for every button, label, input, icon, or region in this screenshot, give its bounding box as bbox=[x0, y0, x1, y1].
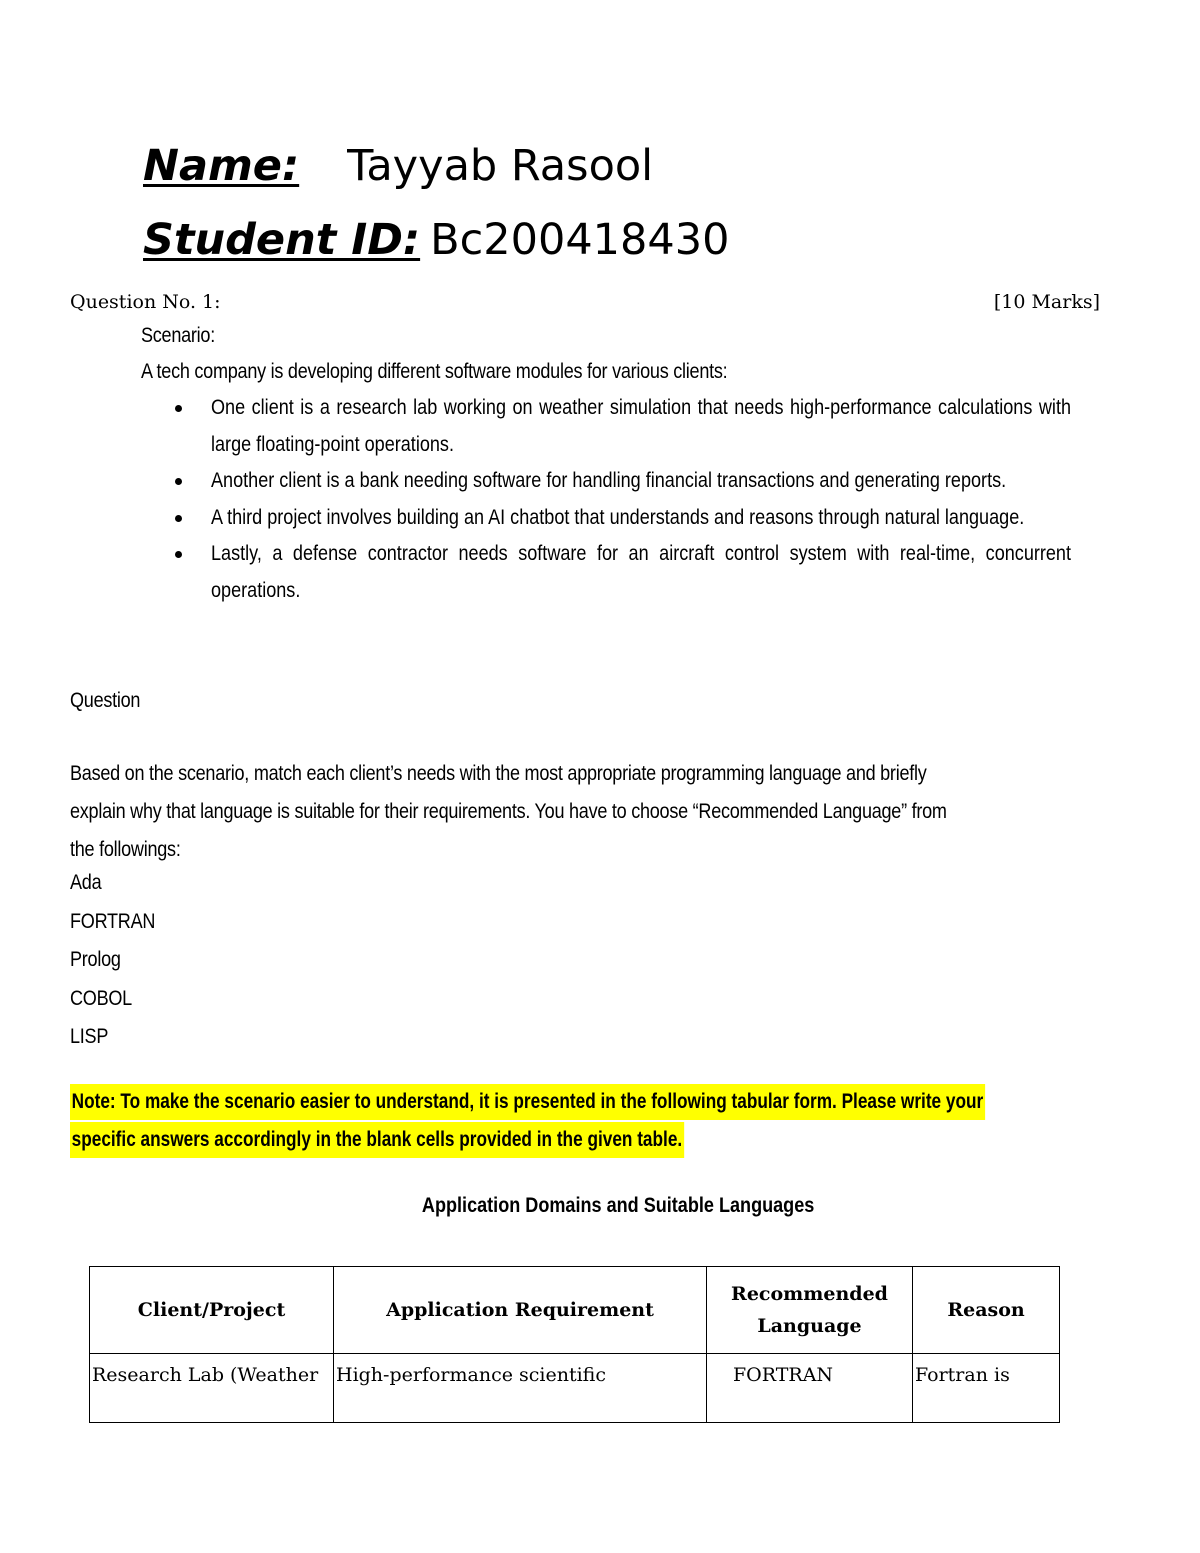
bullet-text: A third project involves building an AI chatbot that understands and reasons through natural language. bbox=[211, 505, 1025, 529]
scenario-intro-line bbox=[141, 354, 823, 392]
scenario-label-line bbox=[141, 318, 227, 356]
language-option: FORTRAN bbox=[70, 909, 156, 933]
header-application-requirement: Application Requirement bbox=[334, 1267, 707, 1354]
language-option: LISP bbox=[70, 1025, 109, 1048]
prompt-line: explain why that language is suitable for their requirements. You have to choose “Recommended Language” from bbox=[70, 800, 947, 823]
table-title: Application Domains and Suitable Languages bbox=[421, 1194, 815, 1217]
bullet-item bbox=[175, 500, 1060, 537]
language-option: Prolog bbox=[70, 948, 121, 971]
answer-table bbox=[89, 1266, 1060, 1423]
student-id-value: Bc200418430 bbox=[430, 215, 730, 265]
note-line: specific answers accordingly in the blank cells provided in the given table. bbox=[70, 1122, 684, 1158]
header-reason: Reason bbox=[913, 1267, 1060, 1354]
bullet-dot-icon bbox=[175, 551, 182, 558]
client-bullet-list bbox=[175, 390, 1071, 609]
bullet-item bbox=[175, 463, 1060, 500]
scenario-label: Scenario: bbox=[141, 324, 215, 347]
name-value: Tayyab Rasool bbox=[347, 141, 654, 191]
header-recommended-line: Recommended bbox=[731, 1283, 888, 1305]
bullet-item bbox=[175, 390, 1071, 463]
prompt-line: Based on the scenario, match each client’s needs with the most appropriate programming language and briefly bbox=[70, 762, 927, 785]
bullet-dot-icon bbox=[175, 405, 182, 412]
cell-reason[interactable]: Fortran is bbox=[913, 1354, 1060, 1423]
student-id-line bbox=[143, 214, 729, 266]
prompt-line: the followings: bbox=[70, 838, 181, 861]
header-client-project: Client/Project bbox=[90, 1267, 334, 1354]
language-option: COBOL bbox=[70, 986, 132, 1010]
question-number-label: Question No. 1: bbox=[70, 291, 221, 313]
bullet-item bbox=[175, 536, 1071, 609]
bullet-dot-icon bbox=[175, 478, 182, 485]
bullet-text: Lastly, a defense contractor needs software for an aircraft control system with real-time, concurrent operations. bbox=[211, 542, 1071, 602]
question-prompt bbox=[70, 756, 1200, 870]
bullet-dot-icon bbox=[175, 515, 182, 522]
name-line bbox=[143, 140, 653, 192]
question-label-line bbox=[70, 683, 152, 721]
question-label: Question bbox=[70, 689, 141, 712]
header-language-line: Language bbox=[757, 1315, 862, 1337]
highlighted-note bbox=[70, 1084, 1186, 1160]
name-label: Name: bbox=[143, 141, 300, 191]
table-row bbox=[90, 1354, 1060, 1423]
note-line: Note: To make the scenario easier to understand, it is presented in the following tabular form. Please write your bbox=[70, 1084, 985, 1120]
table-header-row bbox=[90, 1267, 1060, 1354]
cell-client[interactable]: Research Lab (Weather bbox=[90, 1354, 334, 1423]
scenario-intro: A tech company is developing different software modules for various clients: bbox=[141, 360, 728, 383]
student-id-label: Student ID: bbox=[143, 215, 421, 265]
header-recommended-language bbox=[707, 1267, 913, 1354]
language-options-list bbox=[70, 865, 169, 1058]
table-title-line bbox=[0, 1194, 1200, 1218]
cell-recommended-language[interactable]: FORTRAN bbox=[707, 1354, 913, 1423]
question-marks: [10 Marks] bbox=[993, 291, 1100, 313]
cell-requirement[interactable]: High-performance scientific bbox=[334, 1354, 707, 1423]
bullet-text: Another client is a bank needing software for handling financial transactions and generating reports. bbox=[211, 469, 1007, 492]
question-number-line bbox=[70, 288, 1100, 316]
bullet-text: One client is a research lab working on weather simulation that needs high-performance calculations with large floating-point operations. bbox=[211, 396, 1071, 456]
language-option: Ada bbox=[70, 871, 102, 894]
